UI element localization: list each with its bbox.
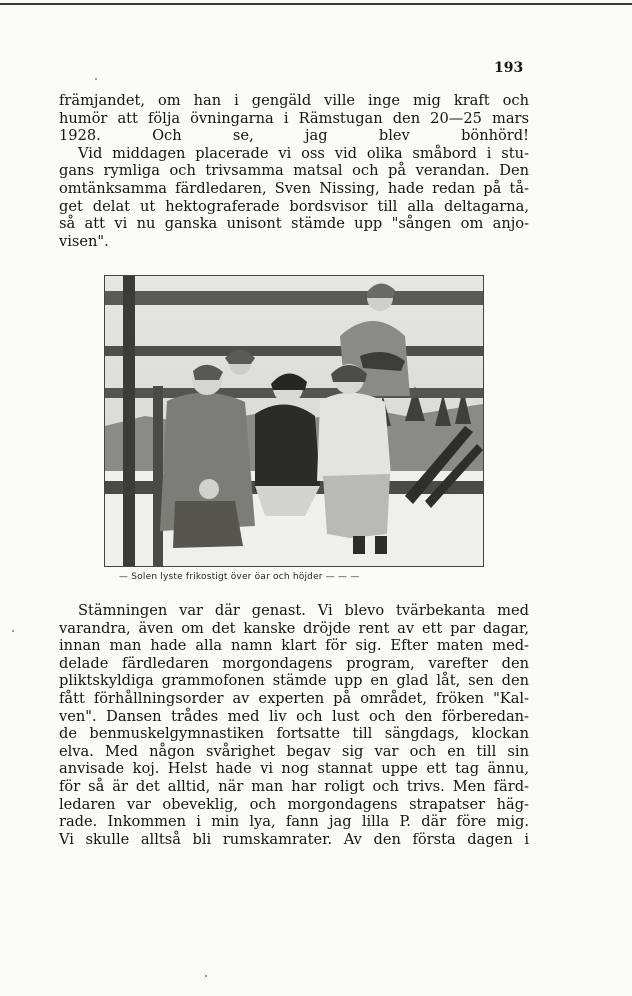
text-line: fått förhållningsorder av experten på området, fröken "Kal- xyxy=(59,689,529,707)
ink-speck xyxy=(12,630,14,632)
paragraph-1 xyxy=(59,92,529,250)
text-line: humör att följa övningarna i Rämstugan den 20—25 mars xyxy=(59,109,529,127)
text-line: Vid middagen placerade vi oss vid olika småbord i stu- xyxy=(78,144,529,162)
text-line: get delat ut hektograferade bordsvisor till alla deltagarna, xyxy=(59,197,529,215)
ink-speck xyxy=(95,78,97,80)
text-line: innan man hade alla namn klart för sig. Efter maten med- xyxy=(59,637,529,655)
text-line: så att vi nu ganska unisont stämde upp "sången om anjo- xyxy=(59,215,529,233)
text-line: 1928. Och se, jag blev bönhörd! xyxy=(59,127,529,145)
text-line: elva. Med någon svårighet begav sig var och en till sin xyxy=(59,742,529,760)
paragraph-2 xyxy=(59,602,529,848)
text-line: Stämningen var där genast. Vi blevo tvärbekanta med xyxy=(78,602,529,619)
text-line: ledaren var obeveklig, och morgondagens strapatser häg- xyxy=(59,795,529,813)
text-line: varandra, även om det kanske dröjde rent av ett par dagar, xyxy=(59,619,529,637)
text-line: omtänksamma färdledaren, Sven Nissing, hade redan på tå- xyxy=(59,179,529,197)
text-line: rade. Inkommen i min lya, fann jag lilla P. där före mig. xyxy=(59,813,529,831)
text-line: delade färdledaren morgondagens program, varefter den xyxy=(59,654,529,672)
text-line: de benmuskelgymnastiken fortsatte till sängdags, klockan xyxy=(59,725,529,743)
photo-caption: — Solen lyste frikostigt över öar och höjder — — — xyxy=(119,572,360,582)
text-line: gans rymliga och trivsamma matsal och på verandan. Den xyxy=(59,162,529,180)
text-line: främjandet, om han i gengäld ville inge mig kraft och xyxy=(59,92,529,109)
text-line: för så är det alltid, när man har roligt och trivs. Men färd- xyxy=(59,777,529,795)
page-number: 193 xyxy=(494,60,524,76)
text-line: visen". xyxy=(59,232,109,250)
text-line: ven". Dansen trådes med liv och lust och den förberedan- xyxy=(59,707,529,725)
top-border-rule xyxy=(0,3,632,5)
text-line: Vi skulle alltså bli rumskamrater. Av den första dagen i xyxy=(59,830,529,848)
text-line: pliktskyldiga grammofonen stämde upp en glad låt, sen den xyxy=(59,672,529,690)
text-line: anvisade koj. Helst hade vi nog stannat uppe ett tag ännu, xyxy=(59,760,529,778)
group-photograph xyxy=(104,275,484,567)
ink-speck xyxy=(205,975,207,977)
